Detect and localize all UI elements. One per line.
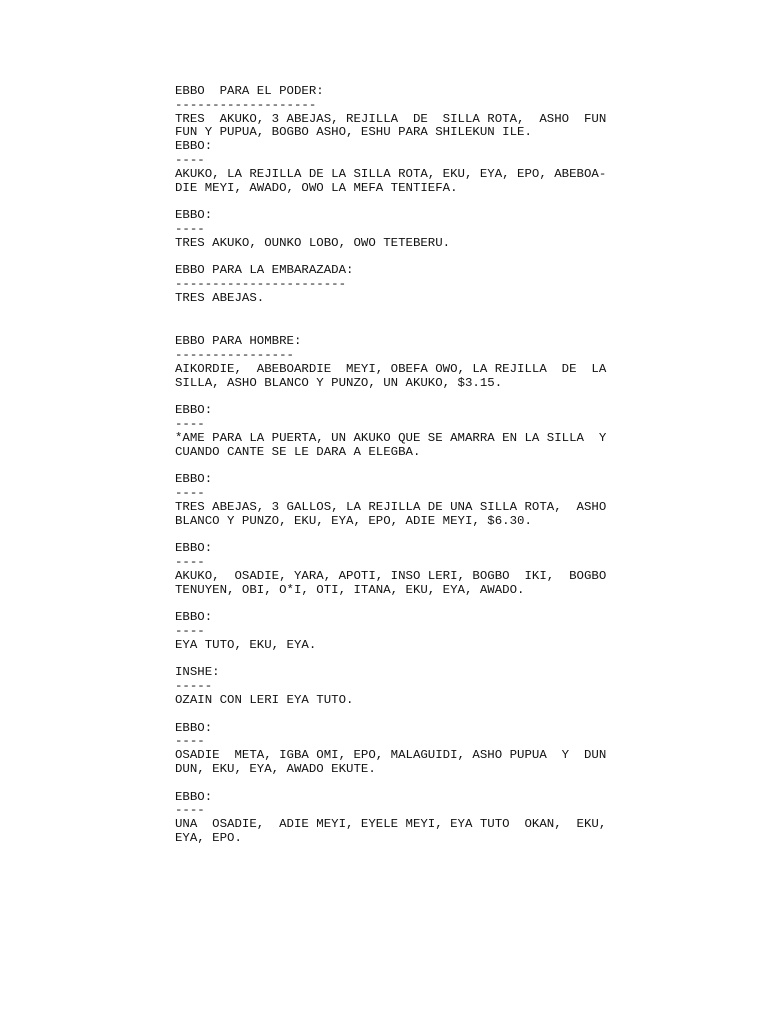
section-heading: EBBO PARA HOMBRE: xyxy=(175,334,302,349)
ebbo-section xyxy=(175,404,635,459)
section-body-line: AIKORDIE, ABEBOARDIE MEYI, OBEFA OWO, LA REJILLA DE LA xyxy=(175,361,607,376)
ebbo-section xyxy=(175,335,635,390)
section-body-line: *AME PARA LA PUERTA, UN AKUKO QUE SE AMARRA EN LA SILLA Y xyxy=(175,430,607,445)
ebbo-section xyxy=(175,140,635,195)
heading-underline: ----- xyxy=(175,679,213,694)
section-body-line: CUANDO CANTE SE LE DARA A ELEGBA. xyxy=(175,444,421,459)
section-heading: EBBO: xyxy=(175,610,213,625)
section-body-line: TRES AKUKO, OUNKO LOBO, OWO TETEBERU. xyxy=(175,235,451,250)
section-heading: EBBO: xyxy=(175,403,213,418)
heading-underline: ---- xyxy=(175,417,205,432)
section-heading: EBBO PARA LA EMBARAZADA: xyxy=(175,263,354,278)
spacer xyxy=(175,653,635,667)
spacer xyxy=(175,597,635,611)
heading-underline: ---------------- xyxy=(175,348,294,363)
ebbo-section xyxy=(175,473,635,528)
section-heading: EBBO: xyxy=(175,208,213,223)
section-body-line: OSADIE META, IGBA OMI, EPO, MALAGUIDI, ASHO PUPUA Y DUN xyxy=(175,748,607,763)
section-heading: EBBO: xyxy=(175,541,213,556)
ebbo-section xyxy=(175,611,635,652)
section-body-line: FUN Y PUPUA, BOGBO ASHO, ESHU PARA SHILEKUN ILE. xyxy=(175,125,532,140)
section-heading: EBBO PARA EL PODER: xyxy=(175,84,324,98)
heading-underline: ---- xyxy=(175,152,205,167)
ebbo-section xyxy=(175,264,635,305)
section-body-line: UNA OSADIE, ADIE MEYI, EYELE MEYI, EYA TUTO OKAN, EKU, xyxy=(175,817,607,832)
spacer xyxy=(175,460,635,474)
heading-underline: ---- xyxy=(175,624,205,639)
section-heading: EBBO: xyxy=(175,472,213,487)
heading-underline: ---- xyxy=(175,803,205,818)
heading-underline: ---- xyxy=(175,486,205,501)
spacer xyxy=(175,391,635,405)
section-body-line: AKUKO, LA REJILLA DE LA SILLA ROTA, EKU, EYA, EPO, ABEBOA- xyxy=(175,166,607,181)
section-heading: EBBO: xyxy=(175,720,213,735)
heading-underline: ---- xyxy=(175,221,205,236)
heading-underline: ----------------------- xyxy=(175,277,347,292)
inshe-section xyxy=(175,666,635,707)
heading-underline: ------------------- xyxy=(175,97,317,112)
section-body-line: TRES ABEJAS. xyxy=(175,290,265,305)
ebbo-section xyxy=(175,209,635,250)
ebbo-section xyxy=(175,791,635,846)
section-body-line: EYA TUTO, EKU, EYA. xyxy=(175,637,317,652)
section-body-line: TRES ABEJAS, 3 GALLOS, LA REJILLA DE UNA SILLA ROTA, ASHO xyxy=(175,499,607,514)
section-body-line: BLANCO Y PUNZO, EKU, EYA, EPO, ADIE MEYI, $6.30. xyxy=(175,513,532,528)
section-body-line: EYA, EPO. xyxy=(175,831,242,846)
section-heading: EBBO: xyxy=(175,139,213,154)
heading-underline: ---- xyxy=(175,734,205,749)
spacer xyxy=(175,306,635,334)
ebbo-section xyxy=(175,542,635,597)
document-page xyxy=(175,85,635,846)
spacer xyxy=(175,777,635,791)
spacer xyxy=(175,529,635,543)
section-heading: EBBO: xyxy=(175,789,213,804)
section-body-line: DIE MEYI, AWADO, OWO LA MEFA TENTIEFA. xyxy=(175,180,458,195)
heading-underline: ---- xyxy=(175,555,205,570)
section-body-line: SILLA, ASHO BLANCO Y PUNZO, UN AKUKO, $3.15. xyxy=(175,375,503,390)
section-body-line: DUN, EKU, EYA, AWADO EKUTE. xyxy=(175,762,376,777)
spacer xyxy=(175,251,635,265)
section-body-line: TRES AKUKO, 3 ABEJAS, REJILLA DE SILLA ROTA, ASHO FUN xyxy=(175,111,607,126)
ebbo-section xyxy=(175,722,635,777)
spacer xyxy=(175,195,635,209)
section-body-line: AKUKO, OSADIE, YARA, APOTI, INSO LERI, BOGBO IKI, BOGBO xyxy=(175,568,607,583)
spacer xyxy=(175,708,635,722)
ebbo-section xyxy=(175,85,635,140)
section-body-line: TENUYEN, OBI, O*I, OTI, ITANA, EKU, EYA, AWADO. xyxy=(175,582,525,597)
section-heading: INSHE: xyxy=(175,665,220,680)
section-body-line: OZAIN CON LERI EYA TUTO. xyxy=(175,693,354,708)
